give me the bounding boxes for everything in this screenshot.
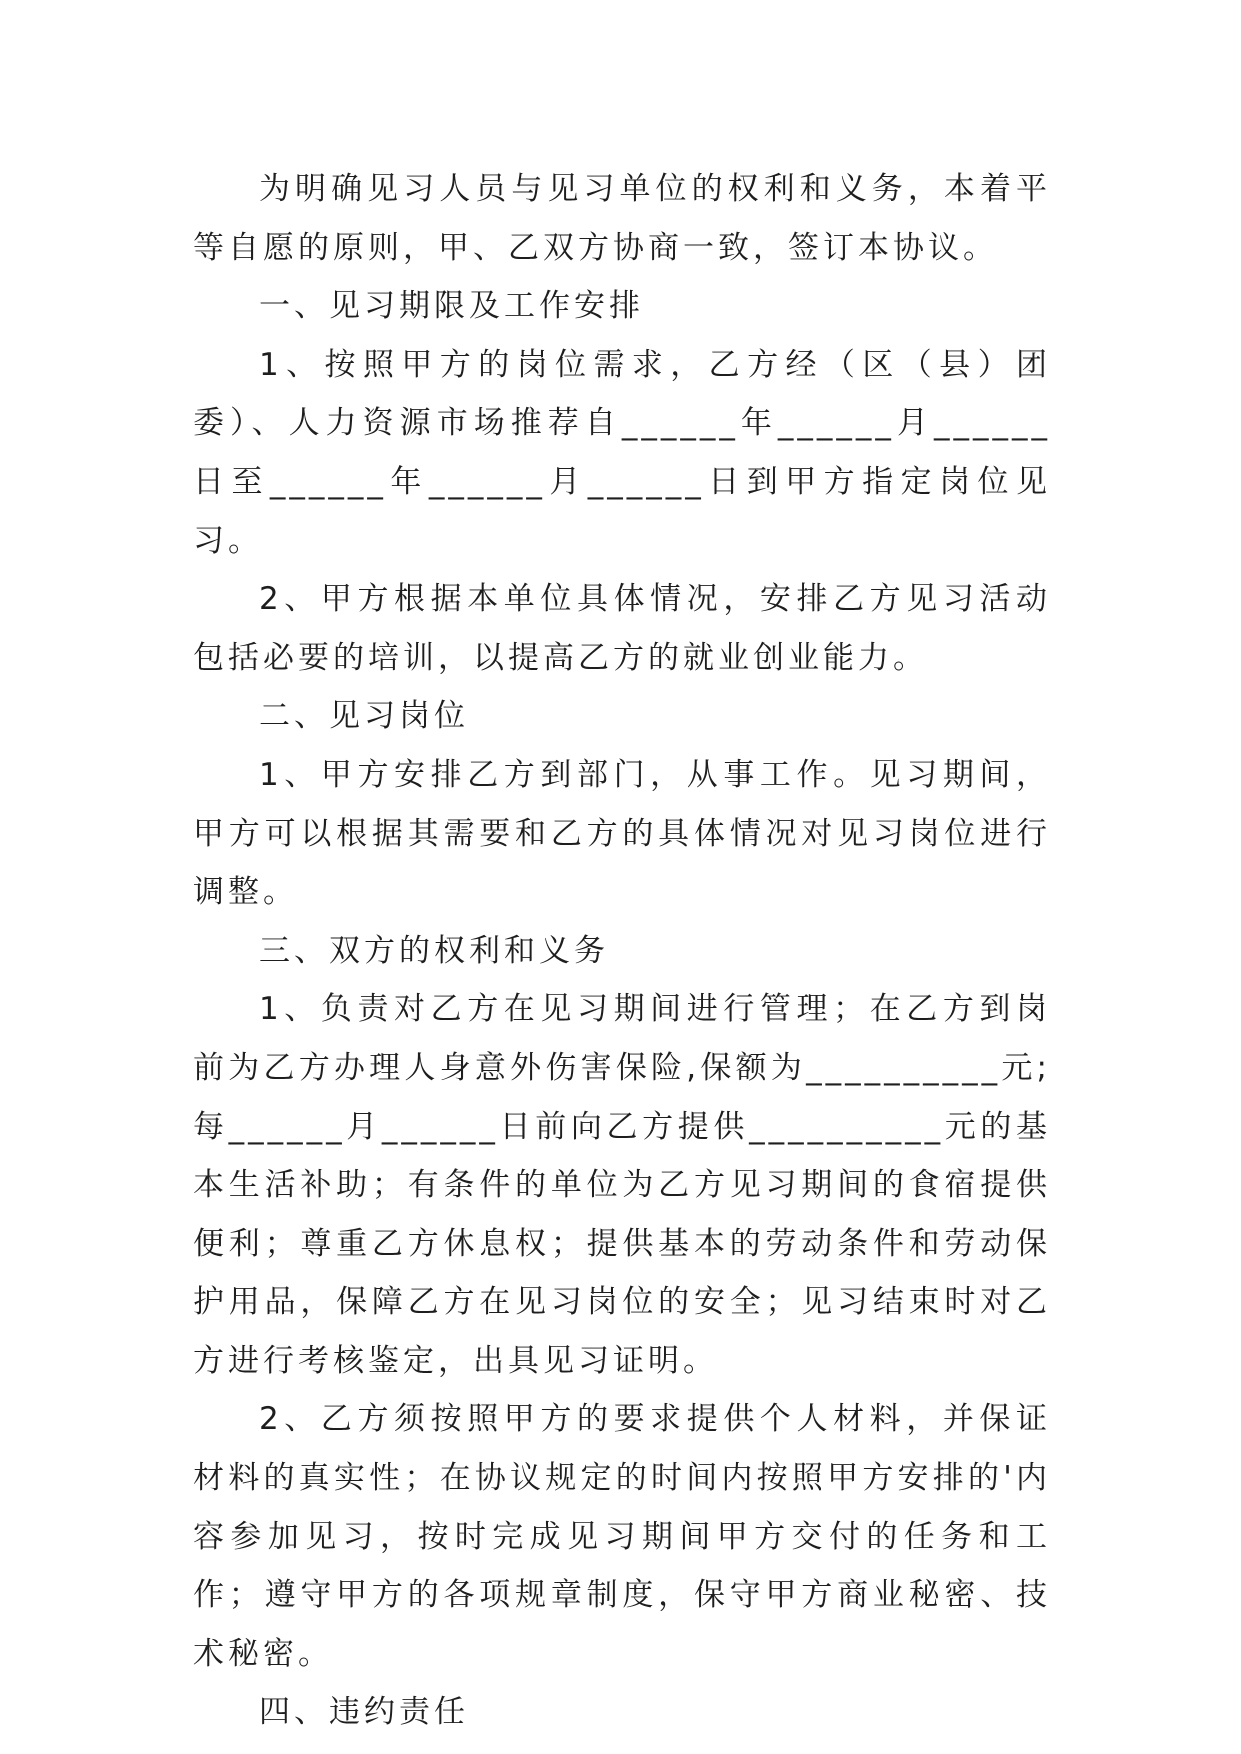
document-body (193, 160, 1051, 1742)
section-heading-1: 一、见习期限及工作安排 (259, 288, 644, 325)
paragraph-2-1: 1、甲方安排乙方到部门，从事工作。见习期间，甲方可以根据其需要和乙方的具体情况对见习岗位进行调整。 (193, 756, 1051, 911)
paragraph-3-1: 1、负责对乙方在见习期间进行管理；在乙方到岗前为乙方办理人身意外伤害保险,保额为__________元;每______月______日前向乙方提供__________元的基本生活补助；有条件的单位为乙方见习期间的食宿提供便利；尊重乙方休息权；提供基本的劳动条件和劳动保护用品，保障乙方在见习岗位的安全；见习结束时对乙方进行考核鉴定，出具见习证明。 (193, 991, 1051, 1379)
paragraph-1-2: 2、甲方根据本单位具体情况，安排乙方见习活动包括必要的培训，以提高乙方的就业创业能力。 (193, 581, 1051, 676)
section-heading-3: 三、双方的权利和义务 (259, 932, 609, 969)
section-heading-2: 二、见习岗位 (259, 698, 469, 735)
section-heading-4: 四、违约责任 (259, 1694, 469, 1731)
paragraph-1-1: 1、按照甲方的岗位需求，乙方经（区（县）团委）、人力资源市场推荐自______年______月______日至______年______月______日到甲方指定岗位见习。 (193, 346, 1051, 559)
paragraph-intro: 为明确见习人员与见习单位的权利和义务，本着平等自愿的原则，甲、乙双方协商一致，签订本协议。 (193, 171, 1051, 266)
paragraph-3-2: 2、乙方须按照甲方的要求提供个人材料，并保证材料的真实性；在协议规定的时间内按照甲方安排的'内容参加见习，按时完成见习期间甲方交付的任务和工作；遵守甲方的各项规章制度，保守甲方商业秘密、技术秘密。 (193, 1401, 1051, 1672)
